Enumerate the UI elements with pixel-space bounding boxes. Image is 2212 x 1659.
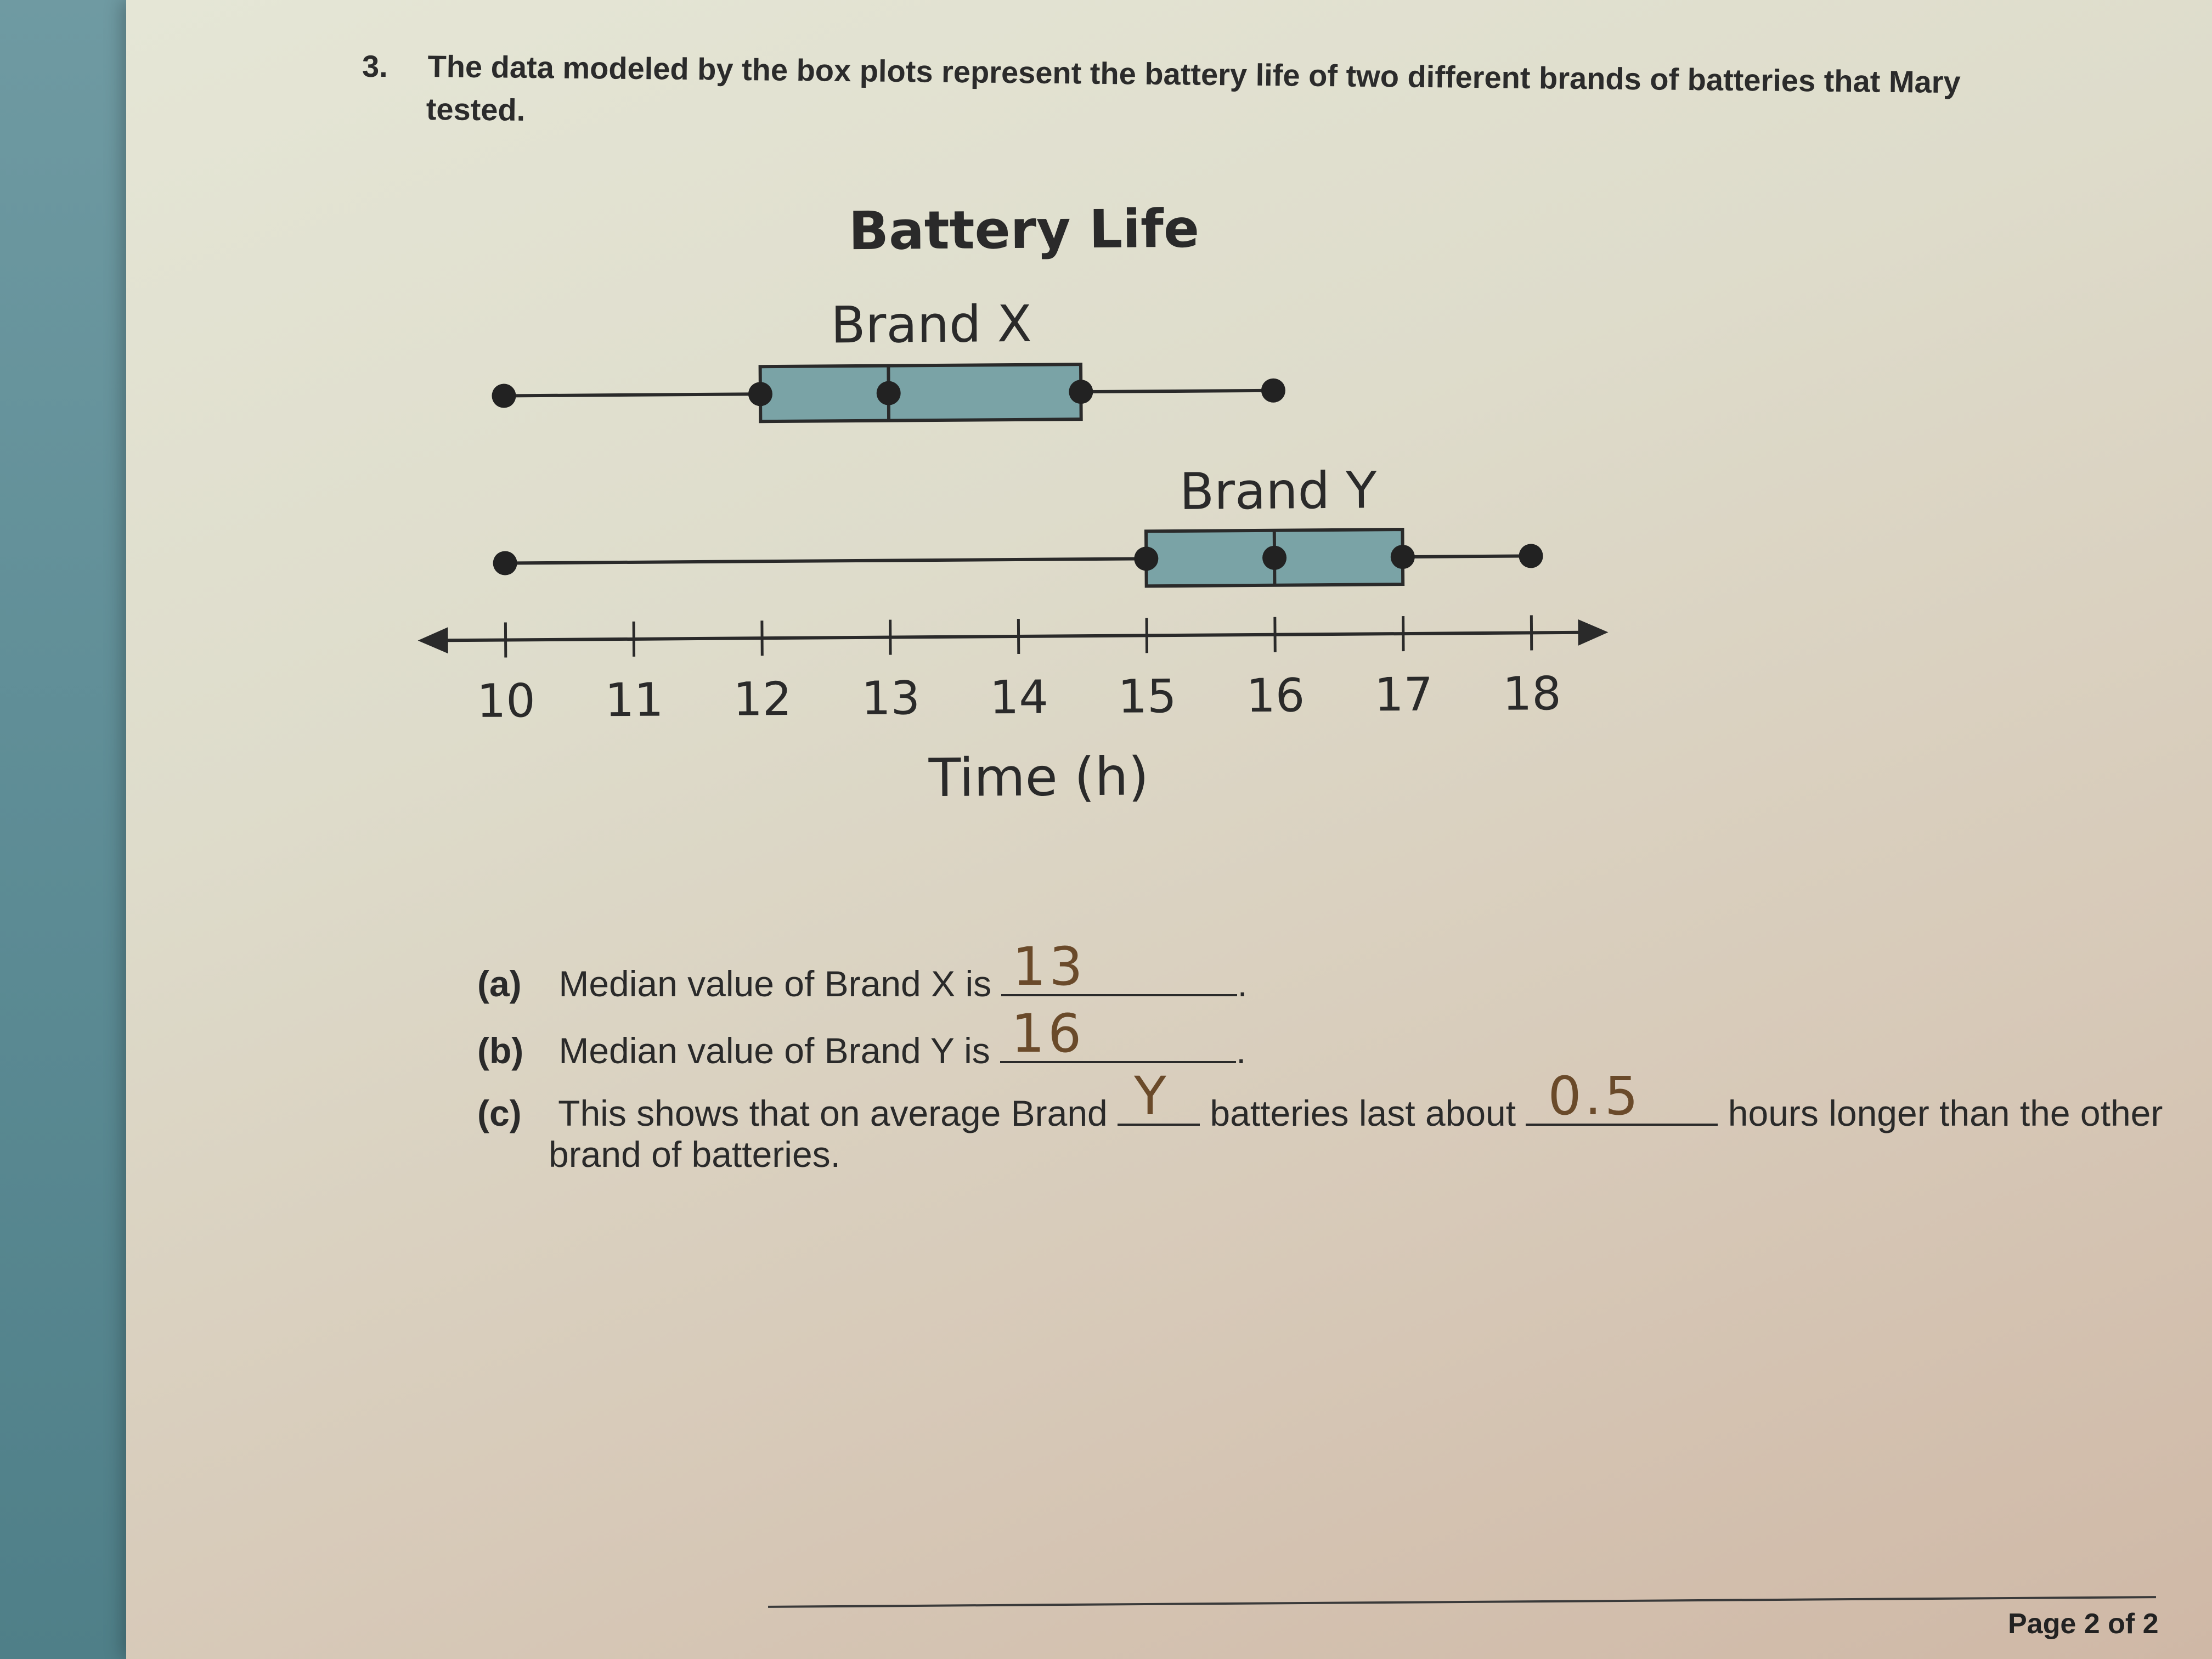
part-c-text-4: brand of batteries. [549,1134,840,1175]
part-c-text-3: hours longer than the other [1728,1093,2163,1133]
part-b-answer: 16 [1011,1003,1085,1064]
brand-x-box [760,364,1081,421]
x-tick-label-14: 14 [989,670,1049,725]
part-a-end: . [1237,963,1248,1004]
brand-y-lower-whisker [505,558,1147,563]
part-c-label: (c) [477,1093,522,1133]
brand-x-min-point [492,383,516,408]
x-axis-left-arrow [417,627,448,653]
part-b-label: (b) [477,1030,524,1071]
part-c-answer-2-blank[interactable] [1526,1065,1718,1127]
question-line-2: tested. [426,91,526,127]
brand-x-q1-point [748,382,772,406]
x-tick-label-18: 18 [1502,667,1562,721]
part-b-answer-blank[interactable] [1000,1003,1236,1064]
x-tick-label-12: 12 [733,672,792,726]
part-a-answer: 13 [1012,936,1086,997]
part-c-text-1: This shows that on average Brand [558,1093,1108,1133]
x-axis-label: Time (h) [928,746,1149,809]
part-b-text: Median value of Brand Y is [558,1030,990,1071]
brand-x-median-point [877,381,901,405]
brand-y-max-point [1519,544,1543,568]
x-axis-right-arrow [1578,619,1608,645]
brand-x-max-point [1261,379,1285,403]
brand-x-upper-whisker [1081,391,1273,392]
part-c-continuation [549,1133,840,1175]
question-text [427,45,2051,148]
chart-title: Battery Life [848,198,1200,262]
part-b-end: . [1236,1030,1246,1071]
page-number: Page 2 of 2 [2008,1608,2159,1640]
brand-y-q3-point [1391,545,1415,569]
part-a-text: Median value of Brand X is [558,963,992,1004]
x-tick-label-10: 10 [476,674,536,728]
part-a-answer-blank[interactable] [1001,936,1237,997]
part-c-text-2: batteries last about [1210,1093,1516,1133]
x-tick-label-11: 11 [605,673,664,727]
x-axis-line [424,633,1603,641]
part-c-answer-1-blank[interactable] [1118,1065,1200,1127]
part-a-label: (a) [477,963,522,1004]
box-plot-chart [384,198,1646,828]
part-c-answer-1: Y [1134,1065,1170,1127]
x-tick-label-17: 17 [1374,667,1434,722]
brand-y-min-point [493,551,517,575]
x-tick-label-16: 16 [1246,668,1305,723]
brand-x-q3-point [1069,380,1093,404]
x-tick-label-13: 13 [861,671,921,725]
brand-y-q1-point [1134,546,1158,571]
part-b [477,1003,1246,1071]
question-number: 3. [362,49,388,83]
part-c-answer-2: 0.5 [1548,1065,1642,1127]
question-line-1: The data modeled by the box plots represent the battery life of two different brands of batteries that Mary [427,48,1961,100]
brand-x-label: Brand X [831,294,1032,355]
brand-y-upper-whisker [1403,556,1531,557]
part-a [477,936,1248,1005]
part-c [477,1065,2163,1134]
brand-x-lower-whisker [504,394,760,396]
x-tick-label-15: 15 [1118,669,1177,724]
brand-y-median-point [1262,546,1286,570]
brand-y-label: Brand Y [1179,461,1377,521]
